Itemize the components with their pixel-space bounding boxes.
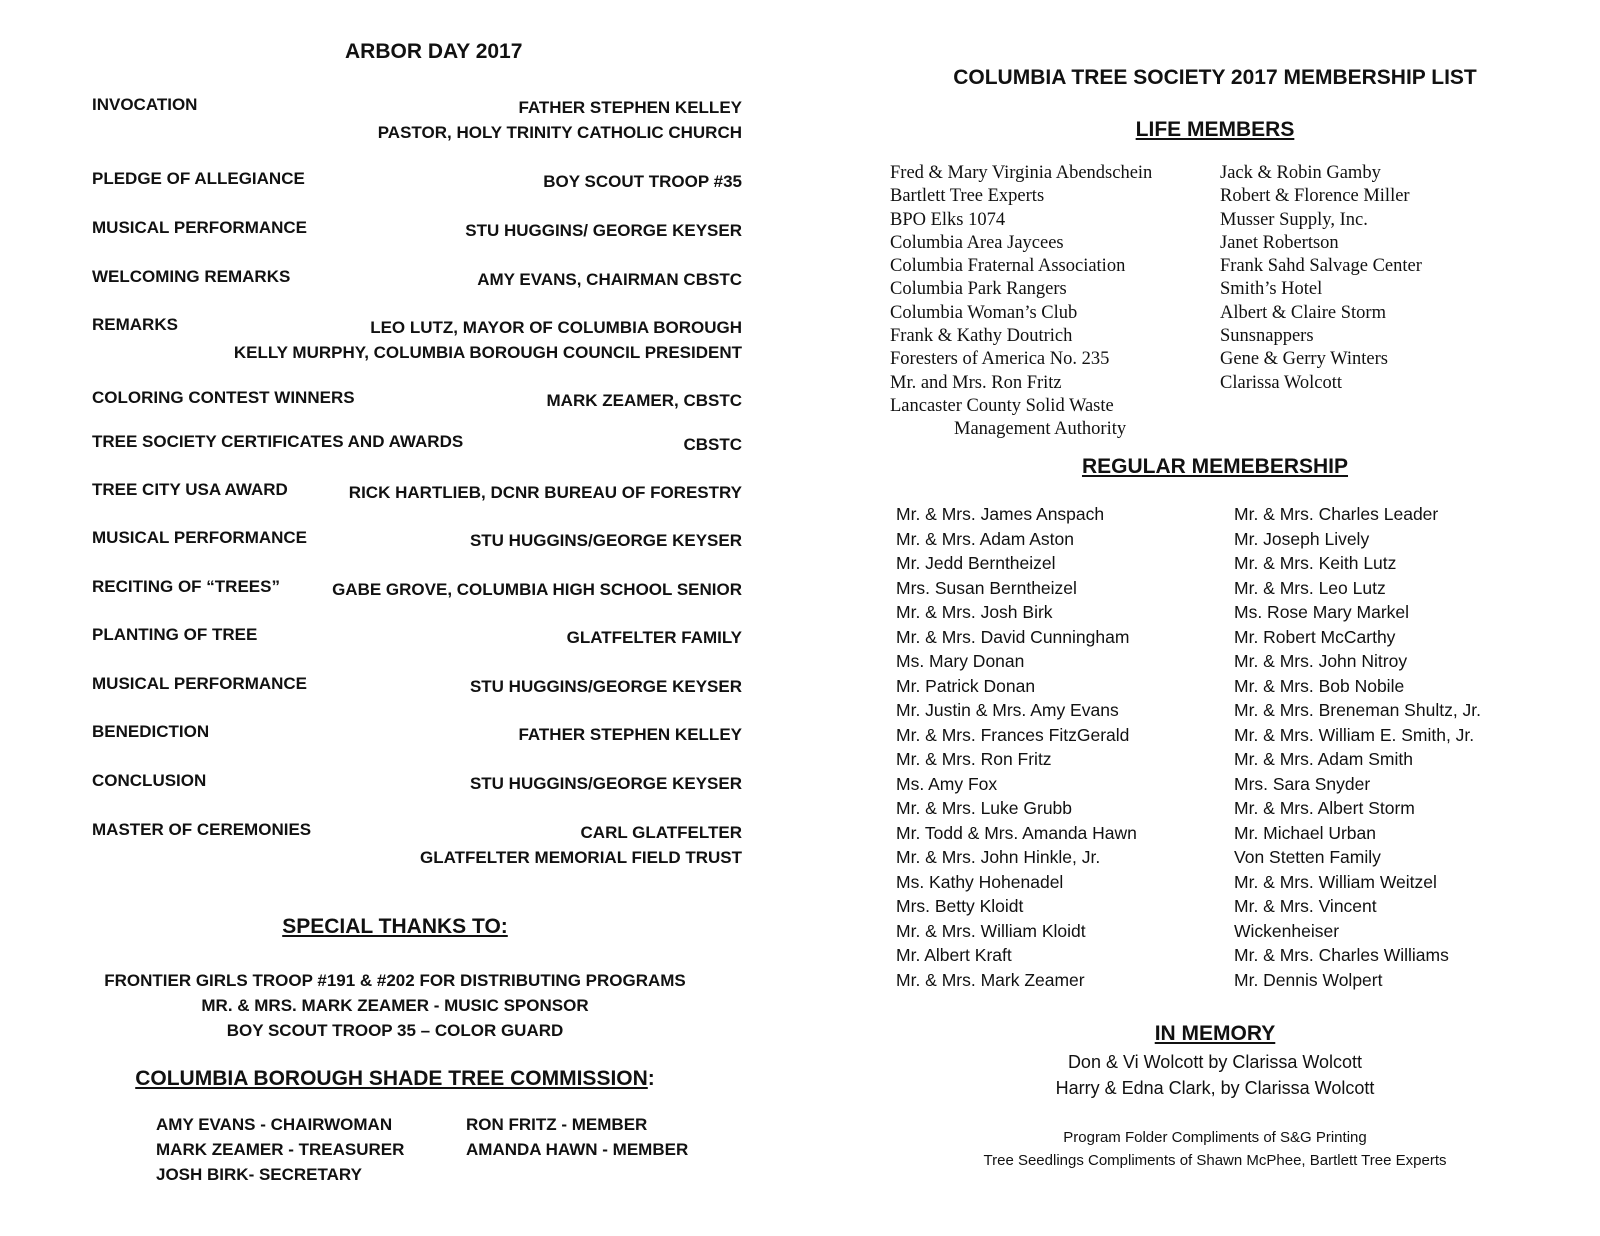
life-member: BPO Elks 1074 bbox=[890, 209, 1006, 230]
credits bbox=[890, 1126, 1540, 1172]
commission-member: MARK ZEAMER - TREASURER bbox=[156, 1140, 405, 1159]
life-members-column-1 bbox=[890, 162, 1152, 442]
regular-member: Mr. & Mrs. Mark Zeamer bbox=[896, 969, 1085, 990]
regular-member: Mr. & Mrs. Albert Storm bbox=[1234, 798, 1415, 818]
life-member: Smith’s Hotel bbox=[1220, 279, 1323, 300]
program-item-performer bbox=[567, 625, 742, 650]
regular-member: Mr. Patrick Donan bbox=[896, 675, 1036, 696]
credit-line: Tree Seedlings Compliments of Shawn McPhee, Bartlett Tree Experts bbox=[983, 1152, 1447, 1169]
regular-membership-heading: REGULAR MEMEBERSHIP bbox=[1081, 455, 1349, 478]
special-thanks-list bbox=[0, 968, 790, 1043]
in-memory-list bbox=[890, 1049, 1540, 1101]
regular-member: Mr. & Mrs. David Cunningham bbox=[896, 626, 1130, 647]
program-item-performer bbox=[349, 480, 742, 505]
program-item-performer bbox=[518, 722, 742, 747]
program-item-label: MUSICAL PERFORMANCE bbox=[92, 674, 308, 693]
commission-title-text: COLUMBIA BOROUGH SHADE TREE COMMISSION bbox=[135, 1067, 648, 1090]
regular-member: Mr. & Mrs. Bob Nobile bbox=[1234, 675, 1405, 696]
regular-member: Mr. & Mrs. Frances FitzGerald bbox=[896, 724, 1130, 745]
regular-member: Ms. Rose Mary Markel bbox=[1234, 602, 1410, 622]
special-thanks-item: MR. & MRS. MARK ZEAMER - MUSIC SPONSOR bbox=[201, 996, 589, 1015]
program-item-performer bbox=[543, 169, 742, 194]
commission-title-colon: : bbox=[647, 1067, 655, 1090]
regular-member: Wickenheiser bbox=[1234, 920, 1340, 941]
regular-member: Mr. & Mrs. John Nitroy bbox=[1234, 651, 1408, 671]
regular-member: Mr. & Mrs. Keith Lutz bbox=[1234, 553, 1397, 573]
life-member: Columbia Area Jaycees bbox=[890, 232, 1064, 253]
regular-member: Mr. Todd & Mrs. Amanda Hawn bbox=[896, 822, 1137, 843]
performer-line: CBSTC bbox=[683, 435, 742, 454]
life-member: Frank Sahd Salvage Center bbox=[1220, 256, 1422, 277]
life-member: Sunsnappers bbox=[1220, 326, 1314, 347]
performer-line: FATHER STEPHEN KELLEY bbox=[518, 725, 742, 744]
regular-member: Mr. Robert McCarthy bbox=[1234, 626, 1396, 647]
commission-member: RON FRITZ - MEMBER bbox=[466, 1115, 648, 1134]
regular-member: Ms. Amy Fox bbox=[896, 773, 998, 794]
commission-members-left bbox=[156, 1112, 404, 1187]
performer-line: CARL GLATFELTER bbox=[580, 823, 742, 842]
program-item-label: COLORING CONTEST WINNERS bbox=[92, 388, 355, 407]
life-member: Lancaster County Solid Waste bbox=[890, 395, 1114, 416]
life-member: Janet Robertson bbox=[1220, 232, 1339, 253]
arbor-day-program-page bbox=[0, 0, 790, 1236]
regular-member: Ms. Kathy Hohenadel bbox=[896, 871, 1064, 892]
regular-member: Mr. Albert Kraft bbox=[896, 945, 1012, 965]
regular-member: Mr. & Mrs. Breneman Shultz, Jr. bbox=[1234, 700, 1482, 720]
program-item-performer bbox=[470, 674, 742, 699]
regular-member: Ms. Mary Donan bbox=[896, 651, 1025, 671]
in-memory-item: Don & Vi Wolcott by Clarissa Wolcott bbox=[1067, 1052, 1363, 1072]
regular-member: Mr. & Mrs. Josh Birk bbox=[896, 602, 1053, 622]
program-item-performer bbox=[683, 432, 742, 457]
regular-member: Mr. Dennis Wolpert bbox=[1234, 969, 1383, 990]
program-item-label: INVOCATION bbox=[92, 95, 198, 114]
life-member: Fred & Mary Virginia Abendschein bbox=[890, 163, 1153, 183]
program-item-label: WELCOMING REMARKS bbox=[92, 267, 291, 286]
regular-member: Mr. Michael Urban bbox=[1234, 822, 1376, 843]
life-member: Columbia Woman’s Club bbox=[890, 302, 1078, 323]
membership-list-title: COLUMBIA TREE SOCIETY 2017 MEMBERSHIP LIST bbox=[953, 66, 1477, 89]
program-item-label: TREE CITY USA AWARD bbox=[92, 480, 288, 499]
regular-member: Mr. & Mrs. William Kloidt bbox=[896, 920, 1086, 941]
life-members-column-2 bbox=[1220, 162, 1422, 395]
membership-list-page bbox=[890, 0, 1590, 1236]
performer-line: STU HUGGINS/GEORGE KEYSER bbox=[469, 531, 742, 550]
commission-members-right bbox=[466, 1112, 688, 1162]
regular-member: Mr. Joseph Lively bbox=[1234, 528, 1370, 549]
regular-member: Mr. & Mrs. Charles Williams bbox=[1234, 945, 1449, 965]
program-item-performer bbox=[470, 528, 742, 553]
special-thanks-item: BOY SCOUT TROOP 35 – COLOR GUARD bbox=[226, 1021, 564, 1040]
life-member: Columbia Fraternal Association bbox=[890, 256, 1126, 277]
performer-line: FATHER STEPHEN KELLEY bbox=[518, 98, 742, 117]
performer-line: STU HUGGINS/GEORGE KEYSER bbox=[469, 774, 742, 793]
performer-line: GLATFELTER FAMILY bbox=[566, 628, 742, 647]
performer-line: AMY EVANS, CHAIRMAN CBSTC bbox=[477, 270, 742, 289]
regular-member: Mr. & Mrs. Adam Aston bbox=[896, 528, 1074, 549]
life-members-heading: LIFE MEMBERS bbox=[1135, 118, 1295, 141]
special-thanks-title: SPECIAL THANKS TO: bbox=[282, 915, 508, 938]
life-member: Foresters of America No. 235 bbox=[890, 349, 1110, 370]
regular-member: Von Stetten Family bbox=[1234, 847, 1381, 867]
regular-members-column-1 bbox=[896, 502, 1137, 992]
performer-line: MARK ZEAMER, CBSTC bbox=[546, 391, 742, 410]
life-member: Robert & Florence Miller bbox=[1220, 186, 1410, 207]
life-member: Columbia Park Rangers bbox=[890, 279, 1067, 300]
special-thanks-item: FRONTIER GIRLS TROOP #191 & #202 FOR DISTRIBUTING PROGRAMS bbox=[104, 971, 686, 990]
regular-member: Mr. & Mrs. William Weitzel bbox=[1234, 871, 1437, 892]
credit-line: Program Folder Compliments of S&G Printing bbox=[1063, 1129, 1367, 1146]
performer-line: RICK HARTLIEB, DCNR BUREAU OF FORESTRY bbox=[348, 483, 742, 502]
program-item-performer bbox=[234, 315, 742, 365]
commission-title bbox=[0, 1067, 790, 1091]
life-member-continuation: Management Authority bbox=[954, 419, 1127, 440]
regular-members-column-2 bbox=[1234, 502, 1481, 992]
regular-member: Mrs. Betty Kloidt bbox=[896, 896, 1024, 916]
program-item-performer bbox=[547, 388, 743, 413]
performer-line: KELLY MURPHY, COLUMBIA BOROUGH COUNCIL PRESIDENT bbox=[233, 343, 742, 362]
regular-member: Mr. & Mrs. Leo Lutz bbox=[1234, 577, 1386, 598]
program-item-label: RECITING OF “TREES” bbox=[92, 577, 280, 596]
life-member: Mr. and Mrs. Ron Fritz bbox=[890, 372, 1062, 393]
in-memory-heading: IN MEMORY bbox=[1154, 1022, 1276, 1045]
program-item-performer bbox=[470, 771, 742, 796]
performer-line: PASTOR, HOLY TRINITY CATHOLIC CHURCH bbox=[377, 123, 742, 142]
program-item-performer bbox=[420, 820, 742, 870]
regular-member: Mr. & Mrs. William E. Smith, Jr. bbox=[1234, 724, 1475, 745]
regular-member: Mr. Jedd Berntheizel bbox=[896, 553, 1056, 573]
performer-line: GLATFELTER MEMORIAL FIELD TRUST bbox=[419, 848, 742, 867]
regular-member: Mr. & Mrs. James Anspach bbox=[896, 504, 1105, 524]
program-item-label: BENEDICTION bbox=[92, 722, 210, 741]
regular-member: Mr. & Mrs. Charles Leader bbox=[1234, 504, 1439, 524]
performer-line: BOY SCOUT TROOP #35 bbox=[543, 172, 742, 191]
performer-line: LEO LUTZ, MAYOR OF COLUMBIA BOROUGH bbox=[370, 318, 742, 337]
program-item-performer bbox=[465, 218, 742, 243]
program-title: ARBOR DAY 2017 bbox=[345, 40, 523, 63]
regular-member: Mr. Justin & Mrs. Amy Evans bbox=[896, 700, 1119, 720]
life-member: Gene & Gerry Winters bbox=[1220, 349, 1388, 370]
regular-member: Mrs. Sara Snyder bbox=[1234, 773, 1371, 794]
life-member: Clarissa Wolcott bbox=[1220, 372, 1343, 393]
commission-member: AMY EVANS - CHAIRWOMAN bbox=[156, 1115, 393, 1134]
commission-member: AMANDA HAWN - MEMBER bbox=[466, 1140, 689, 1159]
life-member: Bartlett Tree Experts bbox=[890, 186, 1045, 207]
regular-member: Mr. & Mrs. John Hinkle, Jr. bbox=[896, 847, 1101, 867]
life-member: Jack & Robin Gamby bbox=[1220, 163, 1381, 183]
program-item-performer bbox=[378, 95, 742, 145]
life-member: Musser Supply, Inc. bbox=[1220, 209, 1368, 230]
regular-member: Mr. & Mrs. Ron Fritz bbox=[896, 749, 1052, 769]
regular-member: Mr. & Mrs. Adam Smith bbox=[1234, 749, 1413, 769]
program-item-label: TREE SOCIETY CERTIFICATES AND AWARDS bbox=[92, 432, 464, 451]
performer-line: STU HUGGINS/ GEORGE KEYSER bbox=[465, 221, 742, 240]
life-member: Frank & Kathy Doutrich bbox=[890, 326, 1073, 347]
performer-line: STU HUGGINS/GEORGE KEYSER bbox=[469, 677, 742, 696]
program-item-performer bbox=[477, 267, 742, 292]
program-item-label: PLANTING OF TREE bbox=[92, 625, 258, 644]
life-member: Albert & Claire Storm bbox=[1220, 302, 1386, 323]
program-item-label: MASTER OF CEREMONIES bbox=[92, 820, 312, 839]
program-item-label: CONCLUSION bbox=[92, 771, 207, 790]
commission-member: JOSH BIRK- SECRETARY bbox=[156, 1165, 362, 1184]
performer-line: GABE GROVE, COLUMBIA HIGH SCHOOL SENIOR bbox=[332, 580, 742, 599]
program-item-label: PLEDGE OF ALLEGIANCE bbox=[92, 169, 305, 188]
program-item-label: MUSICAL PERFORMANCE bbox=[92, 528, 308, 547]
regular-member: Mr. & Mrs. Luke Grubb bbox=[896, 798, 1073, 818]
in-memory-item: Harry & Edna Clark, by Clarissa Wolcott bbox=[1055, 1078, 1375, 1098]
program-item-label: REMARKS bbox=[92, 315, 178, 334]
regular-member: Mr. & Mrs. Vincent bbox=[1234, 896, 1377, 916]
program-item-performer bbox=[332, 577, 742, 602]
program-item-label: MUSICAL PERFORMANCE bbox=[92, 218, 308, 237]
regular-member: Mrs. Susan Berntheizel bbox=[896, 577, 1077, 598]
